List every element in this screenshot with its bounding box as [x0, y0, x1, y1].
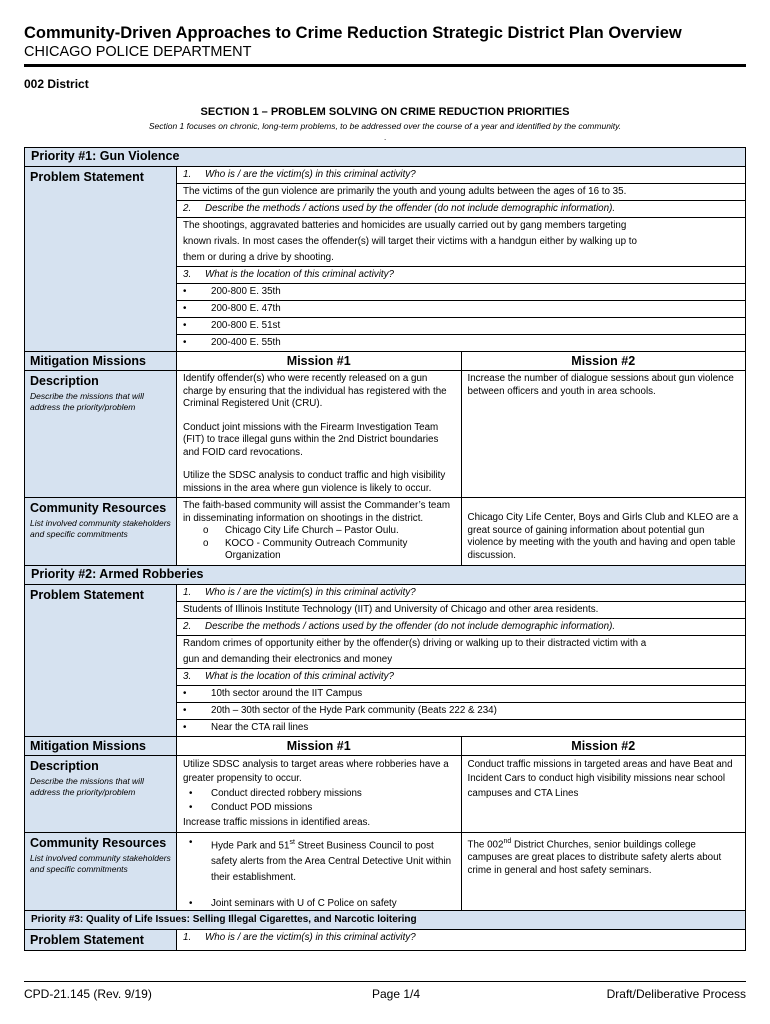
list-item: o Chicago City Life Church – Pastor Oulu.	[203, 525, 399, 536]
label-cell	[25, 833, 177, 910]
question: 3. What is the location of this criminal activity?	[177, 669, 745, 686]
answer: Students of Illinois Institute Technology (IIT) and University of Chicago and other area residents.	[177, 602, 745, 619]
priority-title: Priority #1: Gun Violence	[25, 148, 745, 166]
mission2-header: Mission #2	[571, 354, 636, 368]
form-number: CPD-21.145 (Rev. 9/19)	[24, 987, 152, 1001]
label-cell	[25, 737, 177, 755]
page-number: Page 1/4	[372, 987, 421, 1001]
mitigation-missions-label: Mitigation Missions	[30, 738, 146, 753]
description-row	[25, 370, 745, 497]
label-cell	[25, 756, 177, 833]
mission2-community: Chicago City Life Center, Boys and Girls Club and KLEO are a great source of gaining information about potential gun violence by meeting with the youth and having and open table discussion.	[467, 512, 739, 561]
problem-content	[177, 167, 745, 351]
answer: The victims of the gun violence are primarily the youth and young adults between the ages of 16 to 35.	[177, 184, 745, 201]
problem-statement-label: Problem Statement	[30, 170, 144, 184]
mission1-description: Identify offender(s) who were recently released on a gun charge by ensuring that the individual has registered with the Criminal Registered Unit (CRU). Conduct joint missions with the Firearm Investigation Team (FIT) to trace illegal guns within the 2nd District boundaries and FOID card revocations. Utilize the SDSC analysis to conduct traffic and high visibility missions in the area where gun violence is likely to occur.	[177, 371, 462, 497]
community-row	[25, 832, 745, 910]
priority-row	[25, 565, 745, 584]
description-hint: Describe the missions that will address the priority/problem	[30, 775, 144, 797]
problem-statement-row	[25, 166, 745, 351]
document-title: Community-Driven Approaches to Crime Reduction Strategic District Plan Overview	[24, 24, 682, 42]
label-cell	[25, 352, 177, 370]
problem-statement-label: Problem Statement	[30, 587, 144, 602]
mission1-header: Mission #1	[177, 737, 462, 755]
description-label: Description	[30, 374, 99, 388]
stray-dot: .	[384, 133, 387, 142]
list-item: • 200-800 E. 47th	[177, 301, 745, 318]
list-item: o KOCO - Community Outreach Community Organization	[203, 537, 408, 561]
question: 2. Describe the methods / actions used by the offender (do not include demographic information).	[177, 619, 745, 636]
mission2-community: The 002nd District Churches, senior buildings college campuses are great places to distribute safety alerts about crime in general and host safety seminars.	[467, 838, 722, 877]
answer: Random crimes of opportunity either by the offender(s) driving or walking up to their distracted victim with a gun and demanding their electronics and money	[177, 636, 745, 669]
mission1-description: Utilize SDSC analysis to target areas where robberies have a greater propensity to occur. • Conduct directed robbery missions • Conduct POD missions Increase traffic missions in identified areas.	[177, 756, 462, 833]
question: 2. Describe the methods / actions used by the offender (do not include demographic information).	[177, 201, 745, 218]
question: 3. What is the location of this criminal activity?	[177, 267, 745, 284]
label-cell	[25, 167, 177, 351]
section-subtitle: Section 1 focuses on chronic, long-term problems, to be addressed over the course of a year and identified by the community.	[148, 121, 622, 131]
list-item: • 200-800 E. 35th	[177, 284, 745, 301]
list-item: • 200-400 E. 55th	[183, 337, 281, 348]
list-item: • Hyde Park and 51st Street Business Council to post safety alerts from the Area Central Detective Unit within their establishment.	[189, 837, 452, 884]
footer-rule	[24, 981, 746, 982]
mission1-community: The faith-based community will assist the Commander’s team in disseminating information on shootings in the district. o Chicago City Life Church – Pastor Oulu. o KOCO - Community Outreach Community Organization	[177, 498, 462, 565]
list-item: • 200-800 E. 51st	[177, 318, 745, 335]
question: 1. Who is / are the victim(s) in this criminal activity?	[183, 932, 416, 943]
list-item: • 10th sector around the IIT Campus	[177, 686, 745, 703]
list-item: • 20th – 30th sector of the Hyde Park community (Beats 222 & 234)	[177, 703, 745, 720]
list-item: • Conduct POD missions	[189, 802, 313, 813]
document-status: Draft/Deliberative Process	[606, 987, 746, 1001]
community-row	[25, 497, 745, 565]
section-title: SECTION 1 – PROBLEM SOLVING ON CRIME REDUCTION PRIORITIES	[200, 106, 570, 118]
mission1-community	[177, 833, 462, 910]
community-hint: List involved community stakeholders and specific commitments	[30, 518, 171, 539]
description-row	[25, 755, 745, 833]
mitigation-header-row	[25, 736, 745, 755]
mission2-description: Increase the number of dialogue sessions about gun violence between officers and youth in area schools.	[467, 373, 734, 397]
problem-statement-row	[25, 584, 745, 736]
label-cell	[25, 498, 177, 565]
label-cell	[25, 585, 177, 736]
community-resources-label: Community Resources	[30, 836, 167, 850]
problem-content	[177, 585, 745, 736]
mission2-header: Mission #2	[571, 738, 636, 753]
mission2-description: Conduct traffic missions in targeted areas and have Beat and Incident Cars to conduct high visibility missions near school campuses and CTA Lines	[467, 758, 733, 799]
answer: The shootings, aggravated batteries and homicides are usually carried out by gang members targeting known rivals. In most cases the offender(s) will target their victims with a handgun either by walking up to them or during a drive by shooting.	[177, 218, 745, 267]
header-rule	[24, 64, 746, 67]
description-label: Description	[30, 758, 99, 773]
priority-row	[25, 910, 745, 929]
priorities-table	[24, 147, 746, 951]
priority-row	[25, 148, 745, 166]
problem-statement-row	[25, 929, 745, 950]
priority-title: Priority #2: Armed Robberies	[25, 566, 745, 584]
problem-statement-label: Problem Statement	[30, 933, 144, 947]
description-hint: Describe the missions that will address the priority/problem	[30, 391, 144, 412]
question: 1. Who is / are the victim(s) in this criminal activity?	[177, 167, 745, 184]
list-item: • Conduct directed robbery missions	[189, 787, 362, 799]
district-label: 002 District	[24, 77, 89, 91]
mitigation-missions-label: Mitigation Missions	[30, 354, 146, 368]
department-name: CHICAGO POLICE DEPARTMENT	[24, 44, 252, 60]
community-resources-label: Community Resources	[30, 501, 167, 515]
list-item: • Joint seminars with U of C Police on safety	[189, 898, 397, 910]
question: 1. Who is / are the victim(s) in this criminal activity?	[177, 585, 745, 602]
priority-title: Priority #3: Quality of Life Issues: Selling Illegal Cigarettes, and Narcotic loitering	[25, 911, 745, 929]
label-cell	[25, 371, 177, 497]
problem-content	[177, 930, 745, 950]
list-item: • Near the CTA rail lines	[183, 721, 309, 733]
community-hint: List involved community stakeholders and specific commitments	[30, 853, 171, 874]
label-cell	[25, 930, 177, 950]
mission1-header: Mission #1	[177, 352, 462, 370]
mitigation-header-row	[25, 351, 745, 370]
